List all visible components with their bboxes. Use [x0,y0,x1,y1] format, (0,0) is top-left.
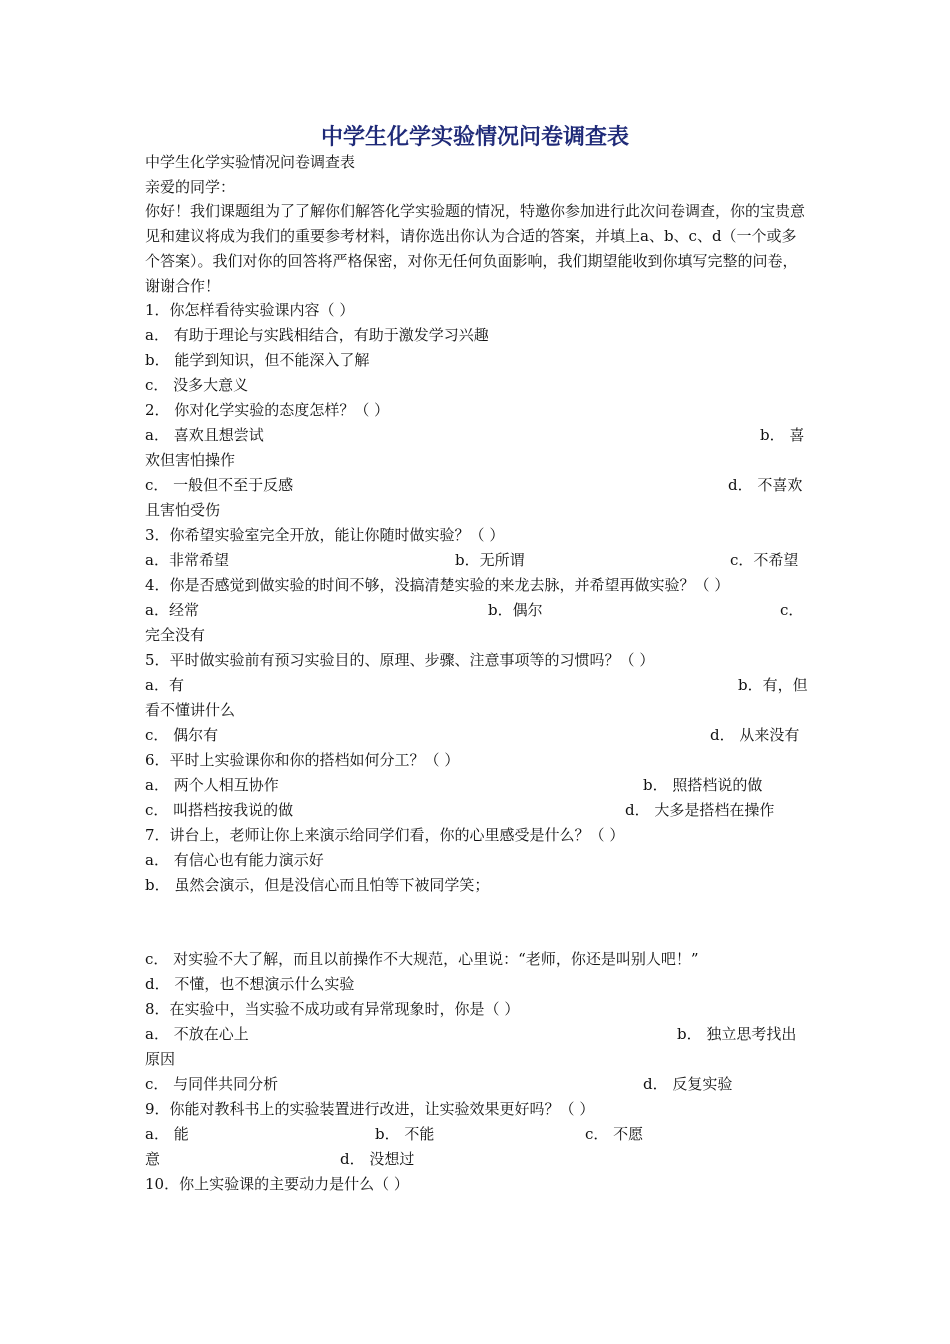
q3-option-c: c．不希望 [730,551,799,569]
intro-paragraph: 你好！我们课题组为了了解你们解答化学实验题的情况，特邀你参加进行此次问卷调查，你的宝贵意见和建议将成为我们的重要参考材料，请你选出你认为合适的答案，并填上a、b、c、d（一个或多个答案）。我们对你的回答将严格保密，对你无任何负面影响，我们期望能收到你填写完整的问卷，谢谢合作！ [145,202,806,295]
q8-option-b: b． 独立思考找出 [677,1025,797,1043]
q5-option-b-cont: 看不懂讲什么 [145,701,236,719]
q1-option-a: a． 有助于理论与实践相结合，有助于激发学习兴趣 [145,326,489,344]
q2-option-a: a． 喜欢且想尝试 [145,426,264,444]
document-subtitle: 中学生化学实验情况问卷调查表 [145,153,356,171]
q9-option-a: a． 能 [145,1125,189,1143]
q4-option-c-cont: 完全没有 [145,626,206,644]
q2-option-b: b． 喜 [760,426,805,444]
q4-option-a: a．经常 [145,601,199,619]
q2-option-d-cont: 且害怕受伤 [145,501,221,519]
question-8: 8．在实验中，当实验不成功或有异常现象时，你是（ ） [145,1000,520,1018]
q7-option-c: c． 对实验不大了解，而且以前操作不大规范，心里说：“老师，你还是叫别人吧！” [145,950,699,968]
q6-option-c: c． 叫搭档按我说的做 [145,801,294,819]
page-title: 中学生化学实验情况问卷调查表 [320,125,629,150]
question-4: 4．你是否感觉到做实验的时间不够，没搞清楚实验的来龙去脉，并希望再做实验？（ ） [145,576,730,594]
q7-option-a: a． 有信心也有能力演示好 [145,851,324,869]
question-3: 3．你希望实验室完全开放，能让你随时做实验？（ ） [145,526,505,544]
q9-option-c: c． 不愿 [585,1125,644,1143]
q2-option-c: c． 一般但不至于反感 [145,476,294,494]
q2-option-b-cont: 欢但害怕操作 [145,451,236,469]
q2-option-d: d． 不喜欢 [728,476,803,494]
q5-option-d: d． 从来没有 [710,726,800,744]
q5-option-c: c． 偶尔有 [145,726,219,744]
q8-option-b-cont: 原因 [145,1050,176,1068]
q6-option-d: d． 大多是搭档在操作 [625,801,775,819]
q4-option-b: b．偶尔 [488,601,543,619]
q8-option-a: a． 不放在心上 [145,1025,249,1043]
q5-option-a: a．有 [145,676,184,694]
q6-option-b: b． 照搭档说的做 [643,776,763,794]
question-7: 7．讲台上，老师让你上来演示给同学们看，你的心里感受是什么？（ ） [145,826,625,844]
question-10: 10．你上实验课的主要动力是什么（ ） [145,1175,409,1193]
q3-option-a: a．非常希望 [145,551,229,569]
q9-option-b: b． 不能 [375,1125,435,1143]
q5-option-b: b．有，但 [738,676,808,694]
question-2: 2． 你对化学实验的态度怎样？（ ） [145,401,390,419]
q3-option-b: b．无所谓 [455,551,525,569]
q7-option-d: d． 不懂，也不想演示什么实验 [145,975,355,993]
q9-option-c-cont: 意 [145,1150,161,1168]
question-6: 6．平时上实验课你和你的搭档如何分工？（ ） [145,751,460,769]
greeting: 亲爱的同学： [145,178,236,196]
q8-option-d: d． 反复实验 [643,1075,733,1093]
q1-option-c: c． 没多大意义 [145,376,249,394]
q9-option-d: d． 没想过 [340,1150,415,1168]
q6-option-a: a． 两个人相互协作 [145,776,279,794]
question-9: 9．你能对教科书上的实验装置进行改进，让实验效果更好吗？（ ） [145,1100,595,1118]
q7-option-b: b． 虽然会演示，但是没信心而且怕等下被同学笑； [145,876,490,894]
question-1: 1．你怎样看待实验课内容（ ） [145,301,355,319]
q4-option-c: c． [780,601,804,619]
q1-option-b: b． 能学到知识，但不能深入了解 [145,351,370,369]
q8-option-c: c． 与同伴共同分析 [145,1075,279,1093]
question-5: 5．平时做实验前有预习实验目的、原理、步骤、注意事项等的习惯吗？（ ） [145,651,655,669]
